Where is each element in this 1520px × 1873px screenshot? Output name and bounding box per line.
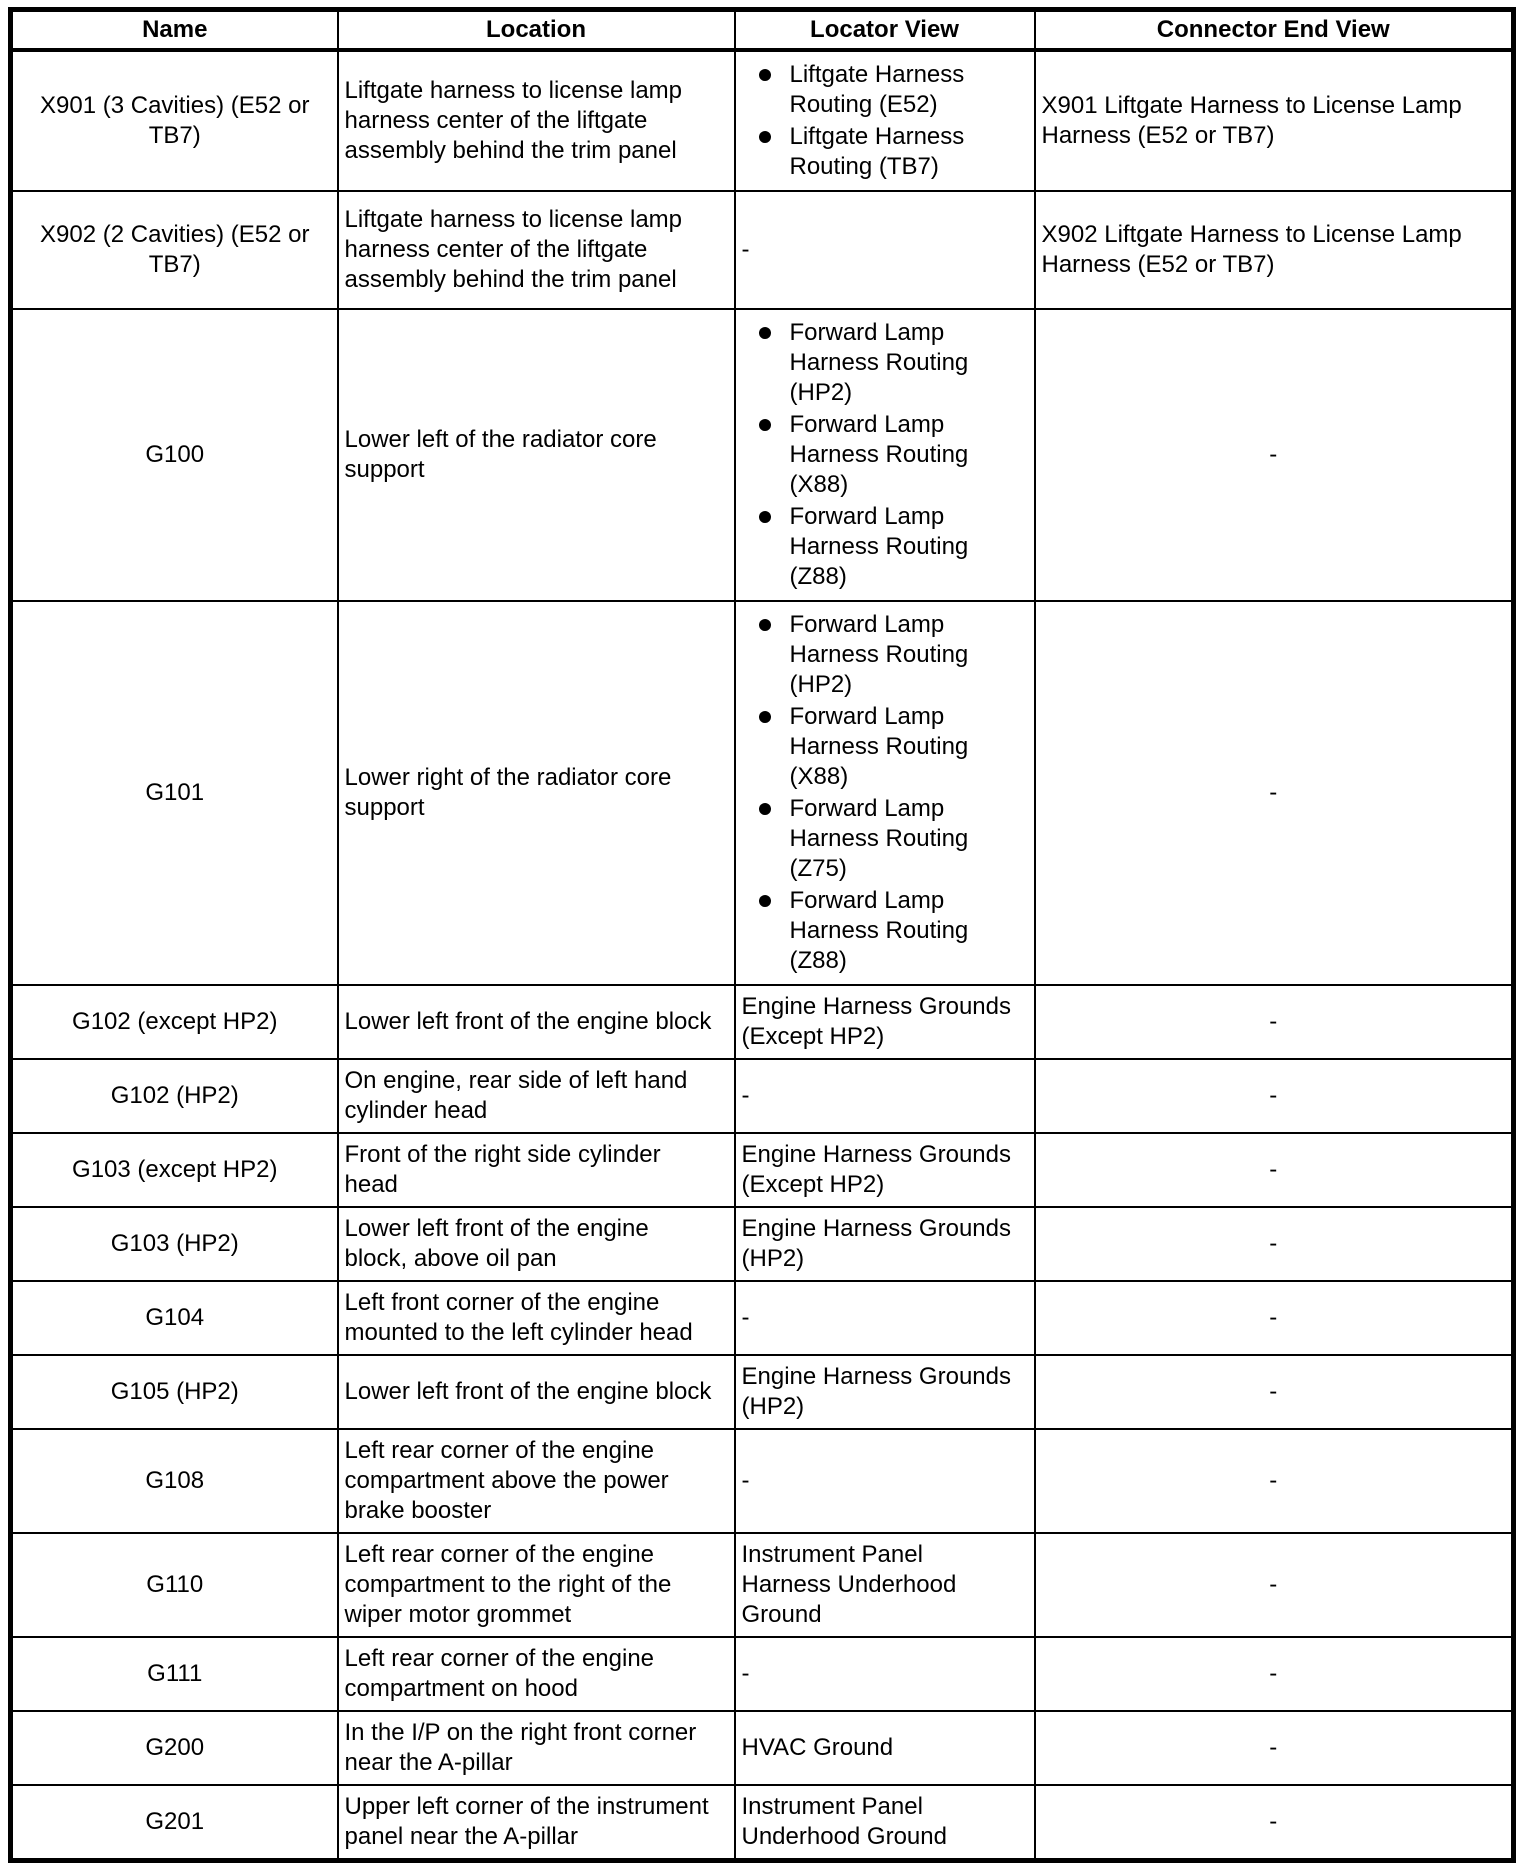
- table-row: [11, 50, 1514, 191]
- bullet-icon: [759, 895, 771, 907]
- name-cell: [11, 1711, 338, 1785]
- table-row: [11, 985, 1514, 1059]
- name-cell: [11, 601, 338, 985]
- connector-end-view-cell: [1035, 309, 1514, 601]
- locator-item-text: Forward Lamp Harness Routing (X88): [789, 703, 969, 790]
- bullet-icon: [759, 131, 771, 143]
- locator-list-item: [756, 702, 990, 792]
- location-cell: [338, 1207, 735, 1281]
- table-row: [11, 1207, 1514, 1281]
- name-cell: [11, 1429, 338, 1533]
- location-text: Liftgate harness to license lamp harness center of the liftgate assembly behind the trim panel: [344, 77, 683, 164]
- table-row: [11, 601, 1514, 985]
- locator-empty-dash: -: [741, 1467, 750, 1494]
- table-row: [11, 1281, 1514, 1355]
- locator-bullet-list: [742, 60, 1028, 182]
- connector-name: G101: [145, 779, 205, 806]
- location-text: Left rear corner of the engine compartment on hood: [344, 1645, 655, 1702]
- table-row: [11, 1785, 1514, 1861]
- locator-list-item: [756, 122, 990, 182]
- connector-name: G102 (HP2): [110, 1082, 239, 1109]
- connector-end-view-cell: [1035, 1059, 1514, 1133]
- connector-end-view-cell: [1035, 1533, 1514, 1637]
- locator-list-item: [756, 60, 990, 120]
- connector-name: G108: [145, 1467, 205, 1494]
- locator-empty-dash: -: [741, 1082, 750, 1109]
- locator-list-item: [756, 502, 990, 592]
- locator-text: Instrument Panel Underhood Ground: [741, 1793, 947, 1850]
- name-cell: [11, 1355, 338, 1429]
- table-row: [11, 309, 1514, 601]
- connector-empty-dash: -: [1269, 1156, 1278, 1183]
- location-cell: [338, 191, 735, 309]
- table-body: [11, 50, 1514, 1861]
- locator-text: Engine Harness Grounds (Except HP2): [741, 993, 1011, 1050]
- location-text: Left rear corner of the engine compartment above the power brake booster: [344, 1437, 669, 1524]
- connector-end-view-cell: [1035, 1207, 1514, 1281]
- locator-view-cell: [735, 309, 1035, 601]
- bullet-icon: [759, 619, 771, 631]
- locator-view-cell: [735, 1533, 1035, 1637]
- connector-name: G104: [145, 1304, 205, 1331]
- locator-text: Engine Harness Grounds (HP2): [741, 1215, 1011, 1272]
- name-cell: [11, 1059, 338, 1133]
- connector-empty-dash: -: [1269, 779, 1278, 806]
- location-cell: [338, 1355, 735, 1429]
- location-text: Lower left front of the engine block: [344, 1378, 712, 1405]
- locator-item-text: Forward Lamp Harness Routing (X88): [789, 411, 969, 498]
- bullet-icon: [759, 327, 771, 339]
- header-connector-end-view: Connector End View: [1035, 10, 1514, 51]
- locator-item-text: Forward Lamp Harness Routing (Z75): [789, 795, 969, 882]
- locator-text: HVAC Ground: [741, 1734, 894, 1761]
- locator-item-text: Forward Lamp Harness Routing (HP2): [789, 611, 969, 698]
- locator-view-cell: [735, 1133, 1035, 1207]
- connector-empty-dash: -: [1269, 1571, 1278, 1598]
- connector-empty-dash: -: [1269, 1808, 1278, 1835]
- locator-view-cell: [735, 985, 1035, 1059]
- connector-end-view-cell: [1035, 1429, 1514, 1533]
- header-location: Location: [338, 10, 735, 51]
- location-cell: [338, 1059, 735, 1133]
- connector-name: X901 (3 Cavities) (E52 or TB7): [40, 92, 310, 149]
- locator-text: Engine Harness Grounds (HP2): [741, 1363, 1011, 1420]
- connector-name: G100: [145, 441, 205, 468]
- table-row: [11, 1429, 1514, 1533]
- locator-view-cell: [735, 1429, 1035, 1533]
- location-cell: [338, 1533, 735, 1637]
- connector-end-view-cell: [1035, 1355, 1514, 1429]
- connector-empty-dash: -: [1269, 1304, 1278, 1331]
- location-text: On engine, rear side of left hand cylinder head: [344, 1067, 688, 1124]
- table-row: [11, 1711, 1514, 1785]
- locator-list-item: [756, 610, 990, 700]
- locator-item-text: Liftgate Harness Routing (E52): [789, 61, 965, 118]
- locator-empty-dash: -: [741, 1660, 750, 1687]
- connector-name: G110: [146, 1571, 204, 1598]
- connector-name: G201: [145, 1808, 205, 1835]
- locator-list-item: [756, 886, 990, 976]
- location-cell: [338, 1637, 735, 1711]
- name-cell: [11, 50, 338, 191]
- location-text: Front of the right side cylinder head: [344, 1141, 661, 1198]
- connector-name: G103 (HP2): [110, 1230, 239, 1257]
- locator-item-text: Liftgate Harness Routing (TB7): [789, 123, 965, 180]
- name-cell: [11, 1207, 338, 1281]
- location-cell: [338, 1281, 735, 1355]
- locator-view-cell: [735, 1711, 1035, 1785]
- locator-view-cell: [735, 1207, 1035, 1281]
- connector-name: G102 (except HP2): [72, 1008, 278, 1035]
- location-text: Left rear corner of the engine compartment to the right of the wiper motor grommet: [344, 1541, 672, 1628]
- connector-name: G111: [147, 1660, 203, 1687]
- location-text: In the I/P on the right front corner near the A-pillar: [344, 1719, 697, 1776]
- connector-empty-dash: -: [1269, 1230, 1278, 1257]
- table-row: [11, 1637, 1514, 1711]
- locator-list-item: [756, 794, 990, 884]
- connector-name: G105 (HP2): [110, 1378, 239, 1405]
- name-cell: [11, 309, 338, 601]
- location-text: Upper left corner of the instrument panel near the A-pillar: [344, 1793, 709, 1850]
- location-cell: [338, 1711, 735, 1785]
- name-cell: [11, 1533, 338, 1637]
- connector-empty-dash: -: [1269, 1082, 1278, 1109]
- location-text: Lower left front of the engine block: [344, 1008, 712, 1035]
- name-cell: [11, 1785, 338, 1861]
- locator-view-cell: [735, 1355, 1035, 1429]
- locator-item-text: Forward Lamp Harness Routing (HP2): [789, 319, 969, 406]
- locator-empty-dash: -: [741, 1304, 750, 1331]
- connector-name: G103 (except HP2): [72, 1156, 278, 1183]
- location-cell: [338, 601, 735, 985]
- location-text: Lower left of the radiator core support: [344, 426, 657, 483]
- locator-item-text: Forward Lamp Harness Routing (Z88): [789, 503, 969, 590]
- locator-item-text: Forward Lamp Harness Routing (Z88): [789, 887, 969, 974]
- header-name: Name: [11, 10, 338, 51]
- connector-end-view-cell: [1035, 191, 1514, 309]
- locator-list-item: [756, 318, 990, 408]
- locator-view-cell: [735, 1637, 1035, 1711]
- connector-end-view-cell: [1035, 1133, 1514, 1207]
- connector-text: X901 Liftgate Harness to License Lamp Harness (E52 or TB7): [1041, 92, 1462, 149]
- location-cell: [338, 50, 735, 191]
- connector-empty-dash: -: [1269, 1660, 1278, 1687]
- location-cell: [338, 1133, 735, 1207]
- locator-view-cell: [735, 1059, 1035, 1133]
- connector-end-view-cell: [1035, 601, 1514, 985]
- connector-name: G200: [145, 1734, 205, 1761]
- table-row: [11, 1533, 1514, 1637]
- locator-empty-dash: -: [741, 236, 750, 263]
- connector-end-view-cell: [1035, 1637, 1514, 1711]
- name-cell: [11, 191, 338, 309]
- location-text: Liftgate harness to license lamp harness center of the liftgate assembly behind the trim panel: [344, 206, 683, 293]
- locator-view-cell: [735, 1281, 1035, 1355]
- locator-view-cell: [735, 50, 1035, 191]
- connector-text: X902 Liftgate Harness to License Lamp Harness (E52 or TB7): [1041, 221, 1462, 278]
- name-cell: [11, 1133, 338, 1207]
- bullet-icon: [759, 511, 771, 523]
- bullet-icon: [759, 69, 771, 81]
- table-row: [11, 191, 1514, 309]
- locator-view-cell: [735, 191, 1035, 309]
- location-text: Left front corner of the engine mounted to the left cylinder head: [344, 1289, 693, 1346]
- connector-empty-dash: -: [1269, 441, 1278, 468]
- connector-empty-dash: -: [1269, 1467, 1278, 1494]
- table-row: [11, 1059, 1514, 1133]
- name-cell: [11, 985, 338, 1059]
- header-row: [11, 10, 1514, 51]
- connector-empty-dash: -: [1269, 1008, 1278, 1035]
- location-cell: [338, 1429, 735, 1533]
- locator-bullet-list: [742, 318, 1028, 592]
- connector-end-view-cell: [1035, 50, 1514, 191]
- table-row: [11, 1355, 1514, 1429]
- bullet-icon: [759, 803, 771, 815]
- connector-end-view-cell: [1035, 1785, 1514, 1861]
- connector-end-view-cell: [1035, 1711, 1514, 1785]
- connector-empty-dash: -: [1269, 1734, 1278, 1761]
- locator-list-item: [756, 410, 990, 500]
- name-cell: [11, 1637, 338, 1711]
- locator-text: Engine Harness Grounds (Except HP2): [741, 1141, 1011, 1198]
- ground-connector-table: [8, 7, 1516, 1863]
- location-cell: [338, 985, 735, 1059]
- locator-text: Instrument Panel Harness Underhood Ground: [741, 1541, 957, 1628]
- locator-view-cell: [735, 601, 1035, 985]
- locator-bullet-list: [742, 610, 1028, 976]
- locator-view-cell: [735, 1785, 1035, 1861]
- location-cell: [338, 1785, 735, 1861]
- header-locator-view: Locator View: [735, 10, 1035, 51]
- location-cell: [338, 309, 735, 601]
- name-cell: [11, 1281, 338, 1355]
- location-text: Lower left front of the engine block, above oil pan: [344, 1215, 649, 1272]
- connector-end-view-cell: [1035, 985, 1514, 1059]
- bullet-icon: [759, 419, 771, 431]
- bullet-icon: [759, 711, 771, 723]
- connector-empty-dash: -: [1269, 1378, 1278, 1405]
- table-row: [11, 1133, 1514, 1207]
- location-text: Lower right of the radiator core support: [344, 764, 672, 821]
- connector-end-view-cell: [1035, 1281, 1514, 1355]
- connector-name: X902 (2 Cavities) (E52 or TB7): [40, 221, 310, 278]
